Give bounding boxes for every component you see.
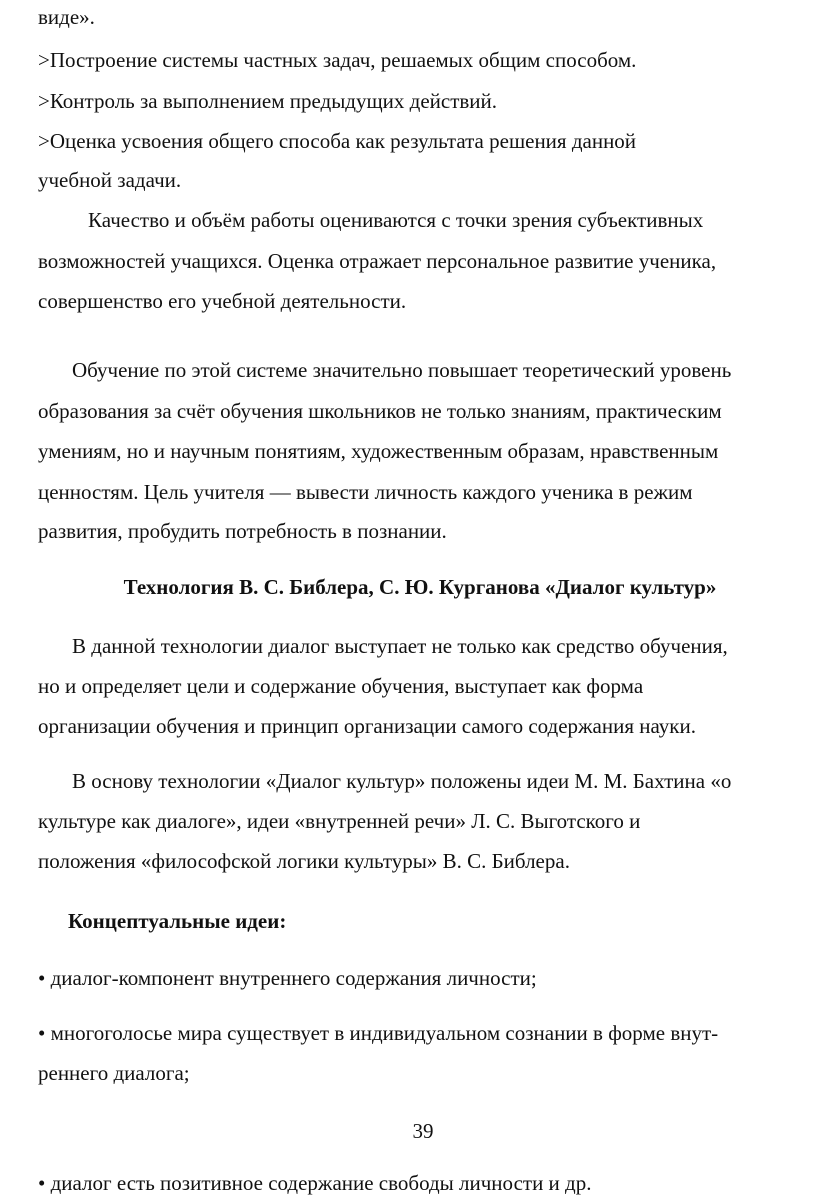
bullet-item: • многоголосье мира существует в индивидуальном сознании в форме внут- (38, 1021, 719, 1045)
paragraph-line: положения «философской логики культуры» В. С. Библера. (38, 849, 570, 873)
bullet-item-continuation: реннего диалога; (38, 1061, 190, 1085)
paragraph-line: Качество и объём работы оцениваются с точки зрения субъективных (88, 208, 704, 232)
list-item: >Контроль за выполнением предыдущих действий. (38, 89, 498, 113)
bullet-item: • диалог-компонент внутреннего содержания личности; (38, 966, 537, 990)
paragraph-line: Обучение по этой системе значительно повышает теоретический уровень (72, 358, 732, 382)
paragraph-line: В данной технологии диалог выступает не только как средство обучения, (72, 634, 728, 658)
paragraph-line: ценностям. Цель учителя — вывести личность каждого ученика в режим (38, 480, 693, 504)
paragraph-line: но и определяет цели и содержание обучения, выступает как форма (38, 674, 644, 698)
subheading: Концептуальные идеи: (68, 909, 287, 933)
list-item: >Построение системы частных задач, решаемых общим способом. (38, 48, 637, 72)
paragraph-line: культуре как диалоге», идеи «внутренней речи» Л. С. Выготского и (38, 809, 641, 833)
paragraph-line: организации обучения и принцип организации самого содержания науки. (38, 714, 696, 738)
page-number: 39 (412, 1119, 434, 1143)
text-line: учебной задачи. (38, 168, 182, 192)
paragraph-line: развития, пробудить потребность в познании. (38, 519, 447, 543)
paragraph-line: образования за счёт обучения школьников не только знаниям, практическим (38, 399, 722, 423)
paragraph-line: возможностей учащихся. Оценка отражает персональное развитие ученика, (38, 249, 717, 273)
text-line: виде». (38, 5, 95, 29)
bullet-item: • диалог есть позитивное содержание свободы личности и др. (38, 1171, 592, 1195)
section-heading: Технология В. С. Библера, С. Ю. Курганова «Диалог культур» (123, 575, 717, 599)
paragraph-line: совершенство его учебной деятельности. (38, 289, 407, 313)
list-item: >Оценка усвоения общего способа как результата решения данной (38, 129, 637, 153)
paragraph-line: умениям, но и научным понятиям, художественным образам, нравственным (38, 439, 719, 463)
paragraph-line: В основу технологии «Диалог культур» положены идеи М. М. Бахтина «о (72, 769, 732, 793)
